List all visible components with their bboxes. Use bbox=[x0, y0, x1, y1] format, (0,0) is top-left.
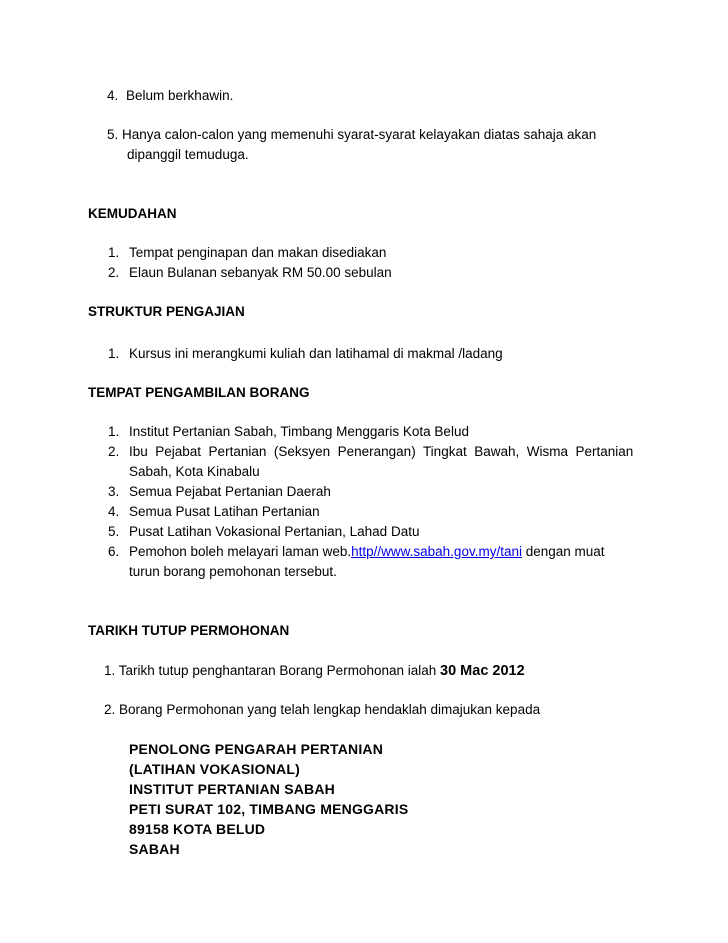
list-text bbox=[129, 542, 605, 562]
address-line-6: SABAH bbox=[129, 841, 180, 857]
list-text-post: dengan muat bbox=[521, 544, 605, 559]
list-number: 3. bbox=[108, 484, 120, 499]
list-text: Tempat penginapan dan makan disediakan bbox=[129, 245, 387, 260]
list-number: 2. bbox=[108, 444, 120, 459]
list-number: 1. bbox=[108, 346, 120, 361]
list-text: Pusat Latihan Vokasional Pertanian, Lahad Datu bbox=[129, 524, 420, 539]
address-line-3: INSTITUT PERTANIAN SABAH bbox=[129, 781, 335, 797]
list-text: Semua Pejabat Pertanian Daerah bbox=[129, 484, 331, 499]
list-item-syarat-5 bbox=[107, 125, 596, 145]
list-number: 5. bbox=[108, 524, 120, 539]
list-number: 5. bbox=[107, 127, 119, 142]
section-heading-struktur: STRUKTUR PENGAJIAN bbox=[88, 304, 245, 319]
closing-date: 30 Mac 2012 bbox=[440, 663, 525, 679]
list-number: 1. bbox=[108, 424, 120, 439]
list-text-continuation: dipanggil temuduga. bbox=[127, 147, 249, 162]
list-text: Kursus ini merangkumi kuliah dan latihamal di makmal /ladang bbox=[129, 346, 503, 361]
address-line-1: PENOLONG PENGARAH PERTANIAN bbox=[129, 741, 384, 757]
list-text: Elaun Bulanan sebanyak RM 50.00 sebulan bbox=[129, 265, 392, 280]
address-line-4: PETI SURAT 102, TIMBANG MENGGARIS bbox=[129, 801, 409, 817]
list-text: Tarikh tutup penghantaran Borang Permohonan ialah bbox=[118, 663, 441, 678]
address-line-5: 89158 KOTA BELUD bbox=[129, 821, 266, 837]
list-item-tarikh-1 bbox=[104, 661, 525, 681]
list-text-pre: Pemohon boleh melayari laman web. bbox=[129, 544, 352, 559]
list-text-continuation: Sabah, Kota Kinabalu bbox=[129, 464, 260, 479]
list-text: Institut Pertanian Sabah, Timbang Menggaris Kota Belud bbox=[129, 424, 469, 439]
section-heading-tarikh: TARIKH TUTUP PERMOHONAN bbox=[88, 623, 290, 638]
list-text: Belum berkhawin. bbox=[126, 88, 234, 103]
list-number: 1. bbox=[108, 245, 120, 260]
website-link[interactable]: http//www.sabah.gov.my/tani bbox=[351, 544, 522, 559]
section-heading-tempat: TEMPAT PENGAMBILAN BORANG bbox=[88, 385, 310, 400]
list-number: 2. bbox=[104, 702, 116, 717]
list-number: 4. bbox=[107, 88, 119, 103]
list-text: Ibu Pejabat Pertanian (Seksyen Penerangan) Tingkat Bawah, Wisma Pertanian bbox=[129, 444, 634, 459]
list-number: 2. bbox=[108, 265, 120, 280]
list-number: 4. bbox=[108, 504, 120, 519]
section-heading-kemudahan: KEMUDAHAN bbox=[88, 206, 177, 221]
list-text: Semua Pusat Latihan Pertanian bbox=[129, 504, 320, 519]
list-item-syarat-4 bbox=[107, 86, 233, 106]
list-text: Borang Permohonan yang telah lengkap hendaklah dimajukan kepada bbox=[119, 702, 541, 717]
list-text: Hanya calon-calon yang memenuhi syarat-syarat kelayakan diatas sahaja akan bbox=[122, 127, 597, 142]
list-number: 1. bbox=[104, 663, 116, 678]
list-text-continuation: turun borang pemohonan tersebut. bbox=[129, 564, 337, 579]
list-item-tarikh-2 bbox=[104, 700, 540, 720]
list-number: 6. bbox=[108, 544, 120, 559]
address-line-2: (LATIHAN VOKASIONAL) bbox=[129, 761, 300, 777]
